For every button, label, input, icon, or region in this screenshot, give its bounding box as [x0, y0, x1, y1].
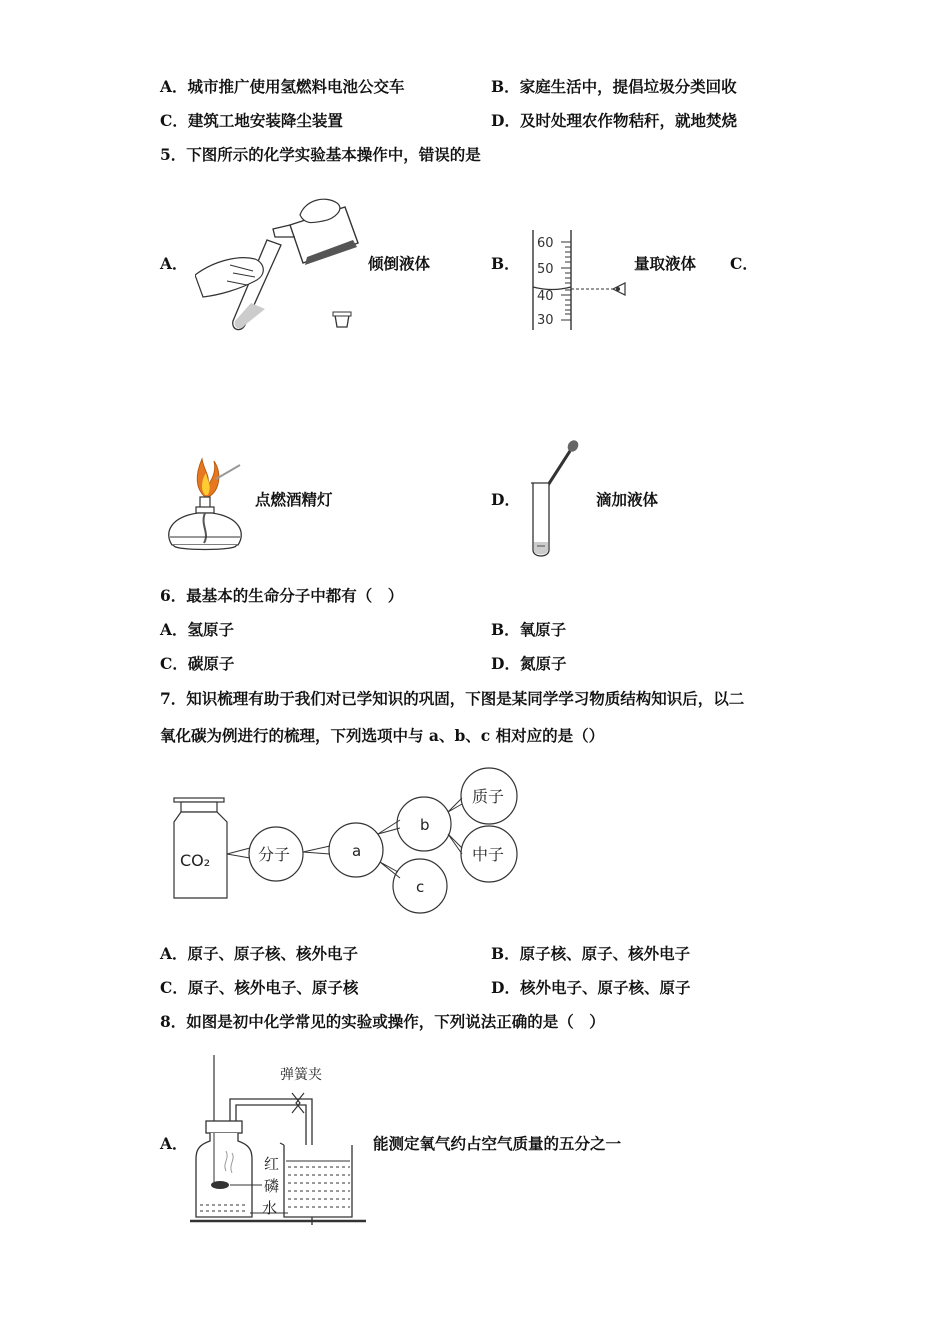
q6-stem: 6．最基本的生命分子中都有（ ） — [160, 586, 404, 605]
alcohol-lamp-illustration — [160, 455, 250, 560]
q5-option-d-letter[interactable]: D． — [491, 490, 520, 509]
c-label: c — [416, 878, 425, 896]
neutron-label: 中子 — [472, 845, 505, 864]
q7-option-d[interactable]: D．核外电子、原子核、原子 — [491, 978, 691, 997]
q6-option-c[interactable]: C．碳原子 — [160, 654, 235, 673]
graduated-cylinder-illustration — [525, 228, 635, 333]
q4-option-b[interactable]: B．家庭生活中，提倡垃圾分类回收 — [491, 77, 737, 96]
q5-stem: 5．下图所示的化学实验基本操作中，错误的是 — [160, 145, 481, 164]
spring-clamp-label: 弹簧夹 — [280, 1067, 322, 1083]
q5-option-b-letter[interactable]: B． — [491, 254, 520, 273]
q8-stem: 8．如图是初中化学常见的实验或操作，下列说法正确的是（ ） — [160, 1012, 605, 1031]
cylinder-tick-50: 50 — [537, 262, 554, 277]
q6-option-b[interactable]: B．氧原子 — [491, 620, 567, 639]
b-label: b — [420, 816, 430, 834]
q7-option-c[interactable]: C．原子、核外电子、原子核 — [160, 978, 359, 997]
q5-option-c-letter[interactable]: C． — [730, 254, 758, 273]
q5-option-a-letter[interactable]: A． — [160, 254, 188, 273]
q4-option-d[interactable]: D．及时处理农作物秸秆，就地焚烧 — [491, 111, 737, 130]
co2-structure-diagram — [170, 762, 530, 917]
q5-option-c-label: 点燃酒精灯 — [255, 490, 333, 509]
q7-option-a[interactable]: A．原子、原子核、核外电子 — [160, 944, 359, 963]
q8-option-a-letter[interactable]: A． — [160, 1134, 188, 1153]
q7-option-b[interactable]: B．原子核、原子、核外电子 — [491, 944, 691, 963]
q4-option-c[interactable]: C．建筑工地安装降尘装置 — [160, 111, 343, 130]
q5-option-a-label: 倾倒液体 — [368, 254, 431, 273]
dropper-illustration — [525, 438, 585, 560]
red-label: 红 — [264, 1155, 280, 1173]
q5-option-b-label: 量取液体 — [634, 254, 697, 273]
a-label: a — [352, 842, 362, 860]
phosphorus-experiment-apparatus — [190, 1055, 370, 1225]
q6-option-d[interactable]: D．氮原子 — [491, 654, 567, 673]
pouring-liquid-illustration — [195, 185, 360, 335]
q7-stem-line1: 7．知识梳理有助于我们对已学知识的巩固，下图是某同学学习物质结构知识后，以二 — [160, 689, 745, 708]
phosphorus-label: 磷 — [264, 1177, 280, 1195]
bottle-label: CO₂ — [180, 851, 211, 870]
q7-stem-line2: 氧化碳为例进行的梳理，下列选项中与 a、b、c 相对应的是（） — [160, 726, 605, 745]
proton-label: 质子 — [472, 787, 505, 806]
q6-option-a[interactable]: A．氢原子 — [160, 620, 235, 639]
q8-option-a-text: 能测定氧气约占空气质量的五分之一 — [373, 1134, 622, 1153]
molecule-label: 分子 — [258, 845, 291, 864]
water-label: 水 — [262, 1199, 278, 1217]
cylinder-tick-30: 30 — [537, 313, 554, 328]
q5-option-d-label: 滴加液体 — [596, 490, 659, 509]
spring-clamp-icon — [292, 1093, 304, 1113]
cylinder-tick-40: 40 — [537, 289, 554, 304]
cylinder-tick-60: 60 — [537, 236, 554, 251]
q4-option-a[interactable]: A．城市推广使用氢燃料电池公交车 — [160, 77, 405, 96]
